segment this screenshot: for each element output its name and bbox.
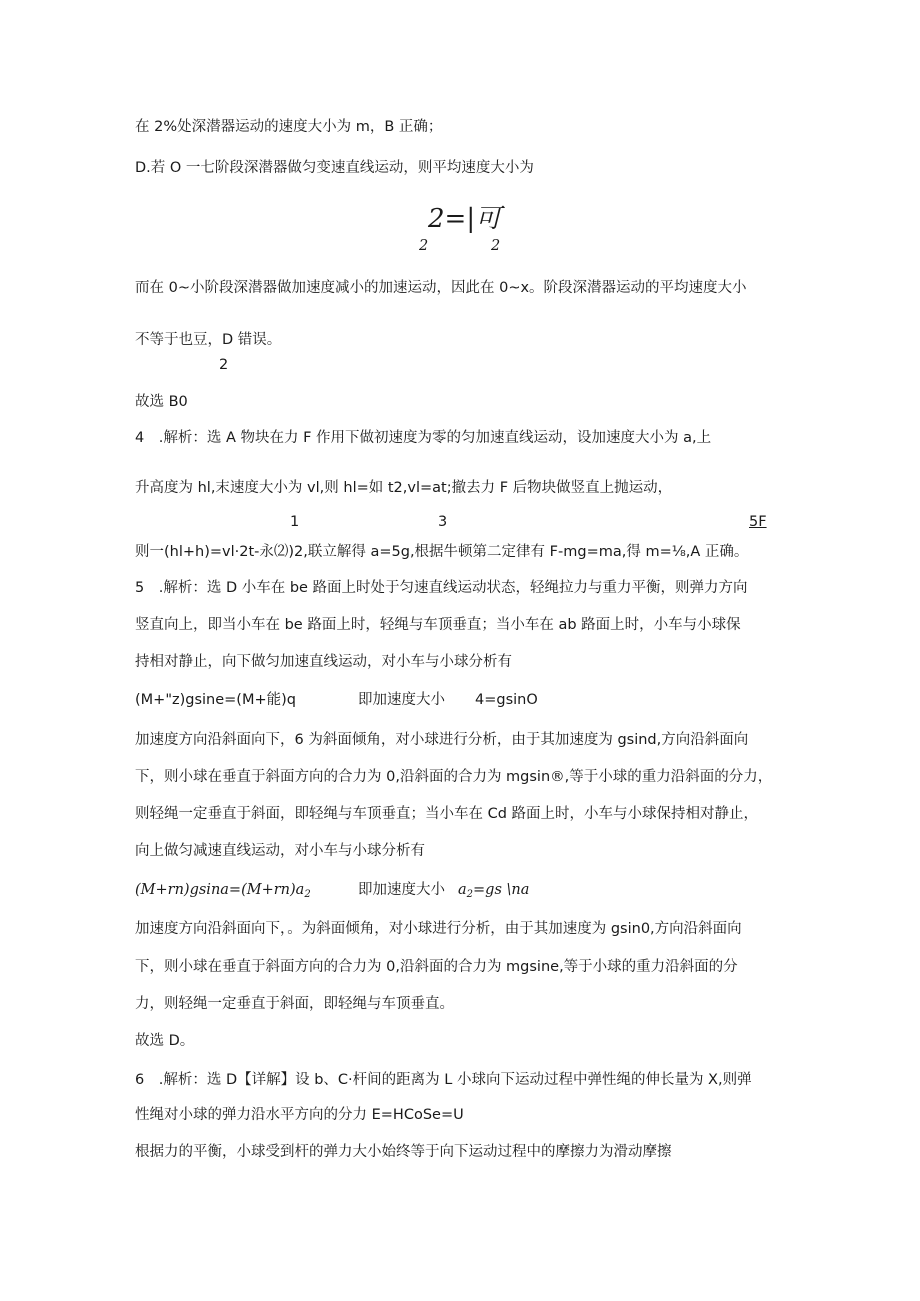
equation-1-left: (M+"z)gsine=(M+能)q <box>135 692 296 708</box>
answer-6-line-1: 6 .解析：选 D【详解】设 b、C·杆间的距离为 L 小球向下运动过程中弹性绳的伸长量为 X,则弹 <box>135 1072 752 1088</box>
equation-2-label: 即加速度大小 <box>358 882 445 898</box>
answer-5-line-9: 下，则小球在垂直于斜面方向的合力为 0,沿斜面的合力为 mgsine,等于小球的重力沿斜面的分 <box>135 959 738 975</box>
answer-5-line-4: 加速度方向沿斜面向下，6 为斜面倾角，对小球进行分析，由于其加速度为 gsind,方向沿斜面向 <box>135 732 749 748</box>
answer-5-line-3: 持相对静止，向下做匀加速直线运动，对小车与小球分析有 <box>135 654 512 670</box>
answer-5-line-7: 向上做匀减速直线运动，对小车与小球分析有 <box>135 843 425 859</box>
answer-5-line-5: 下，则小球在垂直于斜面方向的合力为 0,沿斜面的合力为 mgsin®,等于小球的重力沿斜面的分力， <box>135 769 773 785</box>
equation-1-label: 即加速度大小 <box>358 692 445 708</box>
answer-4-line-3: 则一(hl+h)=vl·2t-永⑵)2,联立解得 a=5g,根据牛顿第二定律有 F-mg=ma,得 m=⅛,A 正确。 <box>135 544 749 560</box>
answer-4-fraction-numerator-2: 3 <box>438 514 448 530</box>
equation-1-right: 4=gsinO <box>475 692 538 708</box>
answer-5-line-1: 5 .解析：选 D 小车在 be 路面上时处于匀速直线运动状态，轻绳拉力与重力平衡，则弹力方向 <box>135 580 748 596</box>
answer-4-line-2: 升高度为 hl,末速度大小为 vl,则 hl=如 t2,vl=at;撤去力 F 后物块做竖直上抛运动， <box>135 480 673 496</box>
formula-main: 2=|可 <box>428 204 502 234</box>
text-line-4: 不等于也豆，D 错误。 <box>135 332 282 348</box>
text-line-2: D.若 O 一七阶段深潜器做匀变速直线运动，则平均速度大小为 <box>135 160 534 176</box>
answer-5-line-2: 竖直向上，即当小车在 be 路面上时，轻绳与车顶垂直；当小车在 ab 路面上时，小车与小球保 <box>135 617 741 633</box>
answer-4-line-1: 4 .解析：选 A 物块在力 F 作用下做初速度为零的匀加速直线运动，设加速度大小为 a,上 <box>135 430 712 446</box>
equation-2-left-subscript: 2 <box>304 889 311 900</box>
equation-2-right-subscript: 2 <box>466 889 474 900</box>
answer-5-line-10: 力，则轻绳一定垂直于斜面，即轻绳与车顶垂直。 <box>135 996 454 1012</box>
answer-6-line-3: 根据力的平衡，小球受到杆的弹力大小始终等于向下运动过程中的摩擦力为滑动摩擦 <box>135 1144 672 1160</box>
equation-2-right-b: =gs \na <box>473 882 530 898</box>
answer-4-fraction-numerator-1: 1 <box>290 514 300 530</box>
answer-5-line-8: 加速度方向沿斜面向下，。为斜面倾角，对小球进行分析，由于其加速度为 gsin0,方向沿斜面向 <box>135 921 742 937</box>
answer-5-conclusion: 故选 D。 <box>135 1033 195 1049</box>
equation-2-right <box>458 880 529 905</box>
text-line-5: 故选 B0 <box>135 394 188 410</box>
formula-denominator-right: 2 <box>491 238 501 254</box>
text-line-3: 而在 0~小阶段深潜器做加速度减小的加速运动，因此在 0~x。阶段深潜器运动的平均速度大小 <box>135 280 747 296</box>
equation-2-left-main: (M+rn)gsina=(M+rn)a <box>135 882 305 898</box>
answer-5-line-6: 则轻绳一定垂直于斜面，即轻绳与车顶垂直；当小车在 Cd 路面上时，小车与小球保持相对静止， <box>135 806 759 822</box>
equation-2-left <box>135 880 311 905</box>
text-line-4-subscript: 2 <box>219 357 229 373</box>
answer-4-fraction-numerator-3: 5F <box>749 514 767 530</box>
text-line-1: 在 2%处深潜器运动的速度大小为 m，B 正确； <box>135 119 443 135</box>
answer-6-line-2: 性绳对小球的弹力沿水平方向的分力 E=HCoSe=U <box>135 1107 464 1123</box>
equation-2-right-a: a <box>458 882 467 898</box>
formula-denominator-left: 2 <box>419 238 429 254</box>
